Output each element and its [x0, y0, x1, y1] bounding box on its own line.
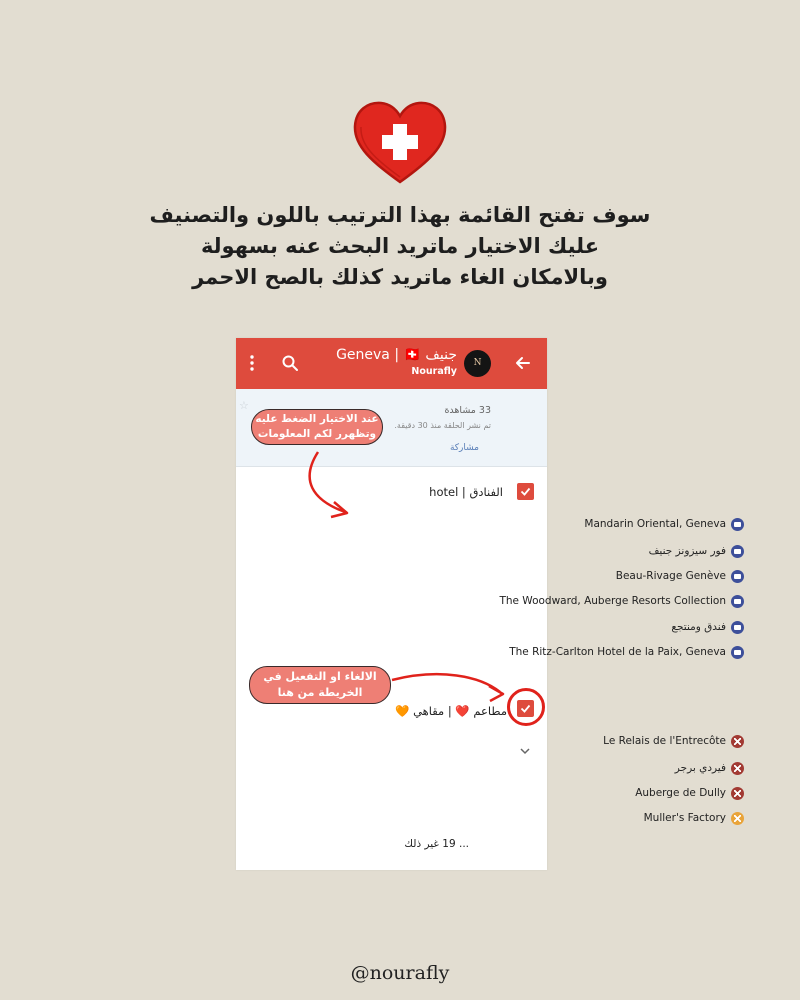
hotel-pin-icon	[731, 545, 744, 558]
list-item[interactable]	[649, 543, 744, 559]
page-subtitle: Nourafly	[411, 366, 457, 377]
view-count: 33 مشاهدة	[444, 405, 491, 416]
list-item[interactable]	[644, 810, 744, 826]
list-item[interactable]	[499, 593, 744, 609]
list-item[interactable]	[584, 516, 744, 532]
cafe-name: Muller's Factory	[643, 812, 726, 824]
footer-handle: @nourafly	[350, 962, 450, 984]
restaurant-name: فيردي برجر	[674, 762, 726, 774]
hotel-pin-icon	[731, 595, 744, 608]
hotel-name: فندق ومنتجع	[671, 621, 726, 633]
star-icon[interactable]: ☆	[239, 399, 249, 412]
hotels-checkbox[interactable]	[517, 483, 534, 500]
list-item[interactable]	[635, 785, 744, 801]
share-link[interactable]: مشاركة	[449, 443, 479, 453]
callout-toggle-map: الالغاء او التفعيل في الخريطة من هنا	[249, 666, 391, 704]
chevron-down-icon[interactable]	[519, 740, 531, 748]
headline	[0, 200, 800, 293]
app-bar	[236, 338, 547, 389]
avatar[interactable]: N	[464, 350, 491, 377]
swiss-flag-icon: 🇨🇭	[403, 347, 421, 363]
hotel-name: Beau-Rivage Genève	[615, 570, 726, 582]
highlight-circle	[507, 688, 545, 726]
search-icon[interactable]	[281, 354, 299, 372]
title-separator: |	[394, 347, 400, 363]
hotel-name: The Ritz-Carlton Hotel de la Paix, Geneva	[509, 646, 726, 658]
list-item[interactable]	[616, 568, 744, 584]
hotels-section-title: الفنادق | hotel	[429, 485, 503, 499]
restaurant-pin-icon	[731, 787, 744, 800]
more-vert-icon[interactable]	[248, 354, 256, 372]
hotel-pin-icon	[731, 570, 744, 583]
hotel-name: The Woodward, Auberge Resorts Collection	[499, 595, 726, 607]
hotel-name: Mandarin Oriental, Geneva	[584, 518, 726, 530]
hotel-pin-icon	[731, 621, 744, 634]
title-ar: جنيف	[425, 347, 457, 363]
hotel-pin-icon	[731, 518, 744, 531]
headline-line-3: وبالامكان الغاء ماتريد كذلك بالصح الاحمر	[192, 265, 608, 289]
page-title	[287, 347, 457, 364]
more-items-link[interactable]: ... 19 غير ذلك	[404, 838, 469, 850]
back-arrow-icon[interactable]	[513, 353, 533, 373]
headline-line-1: سوف تفتح القائمة بهذا الترتيب باللون والتصنيف	[149, 203, 651, 227]
list-item[interactable]	[671, 619, 744, 635]
hotel-name: فور سيزونز جنيف	[648, 545, 726, 557]
headline-line-2: عليك الاختيار ماتريد البحث عنه بسهولة	[200, 234, 600, 258]
restaurant-name: Le Relais de l'Entrecôte	[603, 735, 726, 747]
restaurants-section-title: مطاعم ❤️ | مقاهي 🧡	[395, 704, 507, 718]
restaurant-name: Auberge de Dully	[635, 787, 726, 799]
hotel-pin-icon	[731, 646, 744, 659]
swiss-heart-icon	[352, 100, 448, 186]
posted-time: تم نشر الحلقة منذ 30 دقيقة.	[394, 421, 491, 430]
list-item[interactable]	[509, 644, 744, 660]
restaurant-pin-icon	[731, 735, 744, 748]
callout-tap-info: عند الاختيار الضغط عليه وتظهرر لكم المعلومات	[251, 409, 383, 445]
list-item[interactable]	[675, 760, 744, 776]
cafe-pin-icon	[731, 812, 744, 825]
restaurant-pin-icon	[731, 762, 744, 775]
list-item[interactable]	[603, 733, 744, 749]
title-en: Geneva	[336, 347, 390, 363]
